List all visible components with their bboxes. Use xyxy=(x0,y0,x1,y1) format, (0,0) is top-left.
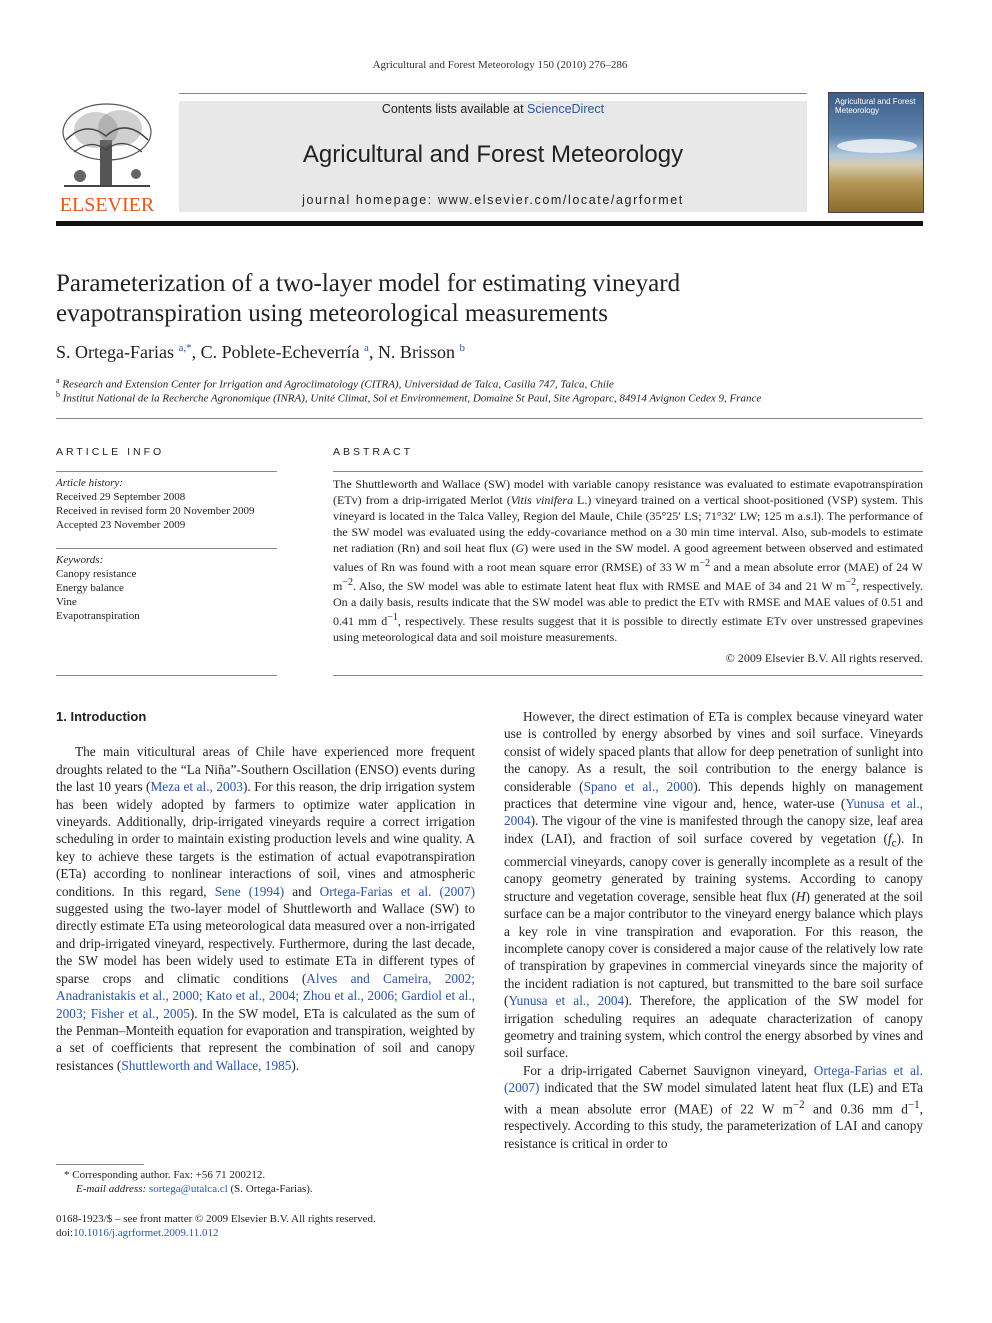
affiliation-text: Research and Extension Center for Irrigation and Agroclimatology (CITRA), Universidad de Talca, Casilla 747, Talca, Chile xyxy=(62,378,614,391)
reference-link[interactable]: Shuttleworth and Wallace, 1985 xyxy=(121,1057,292,1073)
reference-link[interactable]: Sene (1994) xyxy=(214,883,285,899)
author-affiliation-mark[interactable]: b xyxy=(459,342,465,354)
author-name: C. Poblete-Echeverría xyxy=(200,342,360,362)
journal-masthead xyxy=(179,101,807,212)
header-divider xyxy=(56,418,923,419)
article-history xyxy=(56,476,277,532)
affiliation xyxy=(56,376,936,391)
body-paragraph: However, the direct estimation of ETa is complex because vineyard water use is controlled by energy absorbed by vines and soil surface. Vineyards consist of widely spaced plants that allow for deep penetration of sunlight into the canopy. As a result, the soil contribution to the energy balance is considerable (Spano et al., 2000). This depends highly on management practices that determine vine vigour and, hence, water-use (Yunusa et al., 2004). The vigour of the vine is manifested through the canopy size, leaf area index (LAI), and fraction of soil surface covered by vegetation $(f_c)$. In commercial vineyards, canopy cover is generally incomplete as a result of the canopy geometry generated by training systems. According to canopy structure and vegetation coverage, sensible heat flux (H) generated at the soil surface can be a major contributor to the vineyard energy balance which plays a key role in vine transpiration and evaporation. For this reason, the incomplete canopy cover is considered a major cause of the relatively low rate of transpiration by grapevines in commercial vineyards since the majority of the incident radiation is not captured, but transmitted to the bare soil surface (Yunusa et al., 2004). Therefore, the application of the SW model for irrigation scheduling requires an adequate characterization of canopy geometry and training system, which control the energy absorbed by vines and soil surface. xyxy=(504,709,924,1061)
email-label: E-mail address: xyxy=(76,1183,149,1195)
history-entry: Accepted 23 November 2009 xyxy=(56,519,186,531)
body-paragraph: For a drip-irrigated Cabernet Sauvignon vineyard, Ortega-Farias et al. (2007) indicated that the SW model simulated latent heat flux (LE) and ETa with a mean absolute error (MAE) of 22 W $m^{-2}$ and 0.36 mm $d^{-1}$, respectively. According to this study, the parameterization of LAI and canopy resistance is critical in order to xyxy=(504,1062,923,1151)
reference-link[interactable]: Yunusa et al., 2004 xyxy=(508,993,625,1009)
elsevier-tree-icon xyxy=(56,100,158,192)
asterisk-mark: * xyxy=(64,1169,73,1181)
article-info-rule xyxy=(56,471,277,472)
masthead-bottom-rule xyxy=(56,221,923,226)
reference-link[interactable]: Meza et al., 2003 xyxy=(150,779,243,795)
corresponding-footnote xyxy=(56,1168,494,1196)
article-info-bottom-rule xyxy=(56,675,277,676)
keyword: Vine xyxy=(56,596,77,608)
abstract-text: The Shuttleworth and Wallace (SW) model with variable canopy resistance was evaluated to estimate evapotranspiration (ETv) from a drip-irrigated Merlot (Vitis vinifera L.) vineyard trained on a vertical shoot-positioned (VSP) system. This vineyard is located in the Talca Valley, Region del Maule, Chile (35°25′ LS; 71°32′ LW; 125 m a.s.l). The performance of the SW model was evaluated using the eddy-covariance method on a 30 min time interval. Also, sub-models to estimate net radiation (Rn) and soil heat flux (G) were used in the SW model. A good agreement between observed and estimated values of Rn was found with a root mean square error (RMSE) of 33 W $m^{-2}$ and a mean absolute error (MAE) of 24 W $m^{-2}$. Also, the SW model was able to estimate latent heat flux with RMSE and MAE of 34 and 21 W $m^{-2}$, respectively. On a daily basis, results indicate that the SW model was able to predict the ETv with RMSE and MAE values of 0.51 and 0.41 mm $d^{-1}$, respectively. These results suggest that it is possible to directly estimate ETv over unstressed grapevines using meteorological data and soil moisture measurements. xyxy=(333,477,923,644)
article-title xyxy=(56,269,936,329)
author-list xyxy=(56,342,936,363)
email-suffix: (S. Ortega-Farias). xyxy=(227,1183,313,1195)
elsevier-logo xyxy=(56,100,158,214)
affiliation-mark: b xyxy=(56,390,60,399)
history-entry: Received in revised form 20 November 2009 xyxy=(56,505,255,517)
sciencedirect-link[interactable]: ScienceDirect xyxy=(527,102,605,116)
doi-label: doi: xyxy=(56,1227,74,1239)
keywords xyxy=(56,553,277,623)
publication-info xyxy=(56,1212,486,1240)
email-link[interactable]: sortega@utalca.cl xyxy=(148,1183,228,1195)
keyword: Evapotranspiration xyxy=(56,610,140,622)
footnote-rule xyxy=(56,1164,144,1165)
reference-link[interactable]: Yunusa et al., 2004 xyxy=(504,796,924,829)
history-entry: Received 29 September 2008 xyxy=(56,491,186,503)
abstract-rule xyxy=(333,471,923,472)
reference-link[interactable]: Spano et al., 2000 xyxy=(583,778,694,794)
article-info-label: ARTICLE INFO xyxy=(56,446,165,458)
issn-line: 0168-1923/$ – see front matter © 2009 Elsevier B.V. All rights reserved. xyxy=(56,1213,376,1225)
author-name: S. Ortega-Farias xyxy=(56,342,174,362)
journal-citation: Agricultural and Forest Meteorology 150 (2010) 276–286 xyxy=(372,59,628,71)
journal-title: Agricultural and Forest Meteorology xyxy=(302,141,684,168)
introduction-column xyxy=(56,708,475,1074)
article-history-label: Article history: xyxy=(56,477,123,489)
keyword: Energy balance xyxy=(56,582,124,594)
abstract-bottom-rule xyxy=(333,675,923,676)
affiliation xyxy=(56,390,936,405)
reference-link[interactable]: Alves and Cameira, 2002; Anadranistakis et al., 2000; Kato et al., 2004; Zhou et al., 2006; Gardiol et al., 2003; Fisher et al., 2005 xyxy=(56,970,475,1021)
keywords-label: Keywords: xyxy=(56,554,104,566)
affiliation-text: Institut National de la Recherche Agronomique (INRA), Unité Climat, Sol et Environnement, Domaine St Paul, Site Agroparc, 84914 Avignon Cedex 9, France xyxy=(62,392,762,405)
reference-link[interactable]: Ortega-Farias et al. (2007) xyxy=(319,883,476,899)
affiliation-mark: a xyxy=(56,376,60,385)
cover-title: Agricultural and Forest Meteorology xyxy=(835,97,916,115)
right-text-column xyxy=(504,708,923,1152)
abstract-label: ABSTRACT xyxy=(333,446,414,458)
journal-homepage[interactable]: journal homepage: www.elsevier.com/locate/agrformet xyxy=(302,193,684,207)
copyright: © 2009 Elsevier B.V. All rights reserved. xyxy=(725,651,923,665)
contents-prefix: Contents lists available at xyxy=(381,102,528,116)
author-name: N. Brisson xyxy=(377,342,455,362)
author-separator: , xyxy=(368,342,378,362)
author-separator: , xyxy=(191,342,201,362)
journal-cover-image xyxy=(828,92,924,213)
corresponding-text: Corresponding author. Fax: +56 71 200212. xyxy=(72,1169,266,1181)
intro-paragraph: The main viticultural areas of Chile have experienced more frequent droughts related to the “La Niña”-Southern Oscillation (ENSO) events during the last 10 years (Meza et al., 2003). For this reason, the drip irrigation system has been widely adopted by farmers to optimize water application in vineyards. Additionally, drip-irrigated vineyards require a correct irrigation scheduling in order to maintain existing production levels and wine quality. A key to achieve these targets is the estimation of actual evapotranspiration (ETa) according to nonlinear interactions of soil, vines and atmospheric conditions. In this regard, Sene (1994) and Ortega-Farias et al. (2007) suggested using the two-layer model of Shuttleworth and Wallace (SW) to directly estimate ETa using meteorological data measured over a non-irrigated and drip-irrigated vineyard, respectively. Furthermore, during the last decade, the SW model has been widely used to estimate ETa in different types of sparse crops and climatic conditions (Alves and Cameira, 2002; Anadranistakis et al., 2000; Kato et al., 2004; Zhou et al., 2006; Gardiol et al., 2003; Fisher et al., 2005). In the SW model, ETa is calculated as the sum of the Penman–Monteith equation for evaporation and transpiration, weighted by a set of coefficients that represent the combination of soil and canopy resistances (Shuttleworth and Wallace, 1985). xyxy=(56,744,476,1073)
article-title-line: Parameterization of a two-layer model for estimating vineyard xyxy=(56,270,681,297)
masthead-top-rule xyxy=(179,93,807,94)
author-affiliation-mark[interactable]: a,* xyxy=(178,342,192,354)
publisher-name: ELSEVIER xyxy=(59,194,155,216)
keyword: Canopy resistance xyxy=(56,568,137,580)
author-affiliation-mark[interactable]: a xyxy=(364,342,369,354)
contents-line xyxy=(179,102,807,116)
cover-cloud xyxy=(837,139,917,153)
article-title-line: evapotranspiration using meteorological measurements xyxy=(56,300,608,327)
section-heading: 1. Introduction xyxy=(56,709,147,724)
doi-link[interactable]: 10.1016/j.agrformet.2009.11.012 xyxy=(73,1227,219,1239)
reference-link[interactable]: Ortega-Farias et al. (2007) xyxy=(504,1062,923,1096)
keywords-rule xyxy=(56,548,277,549)
